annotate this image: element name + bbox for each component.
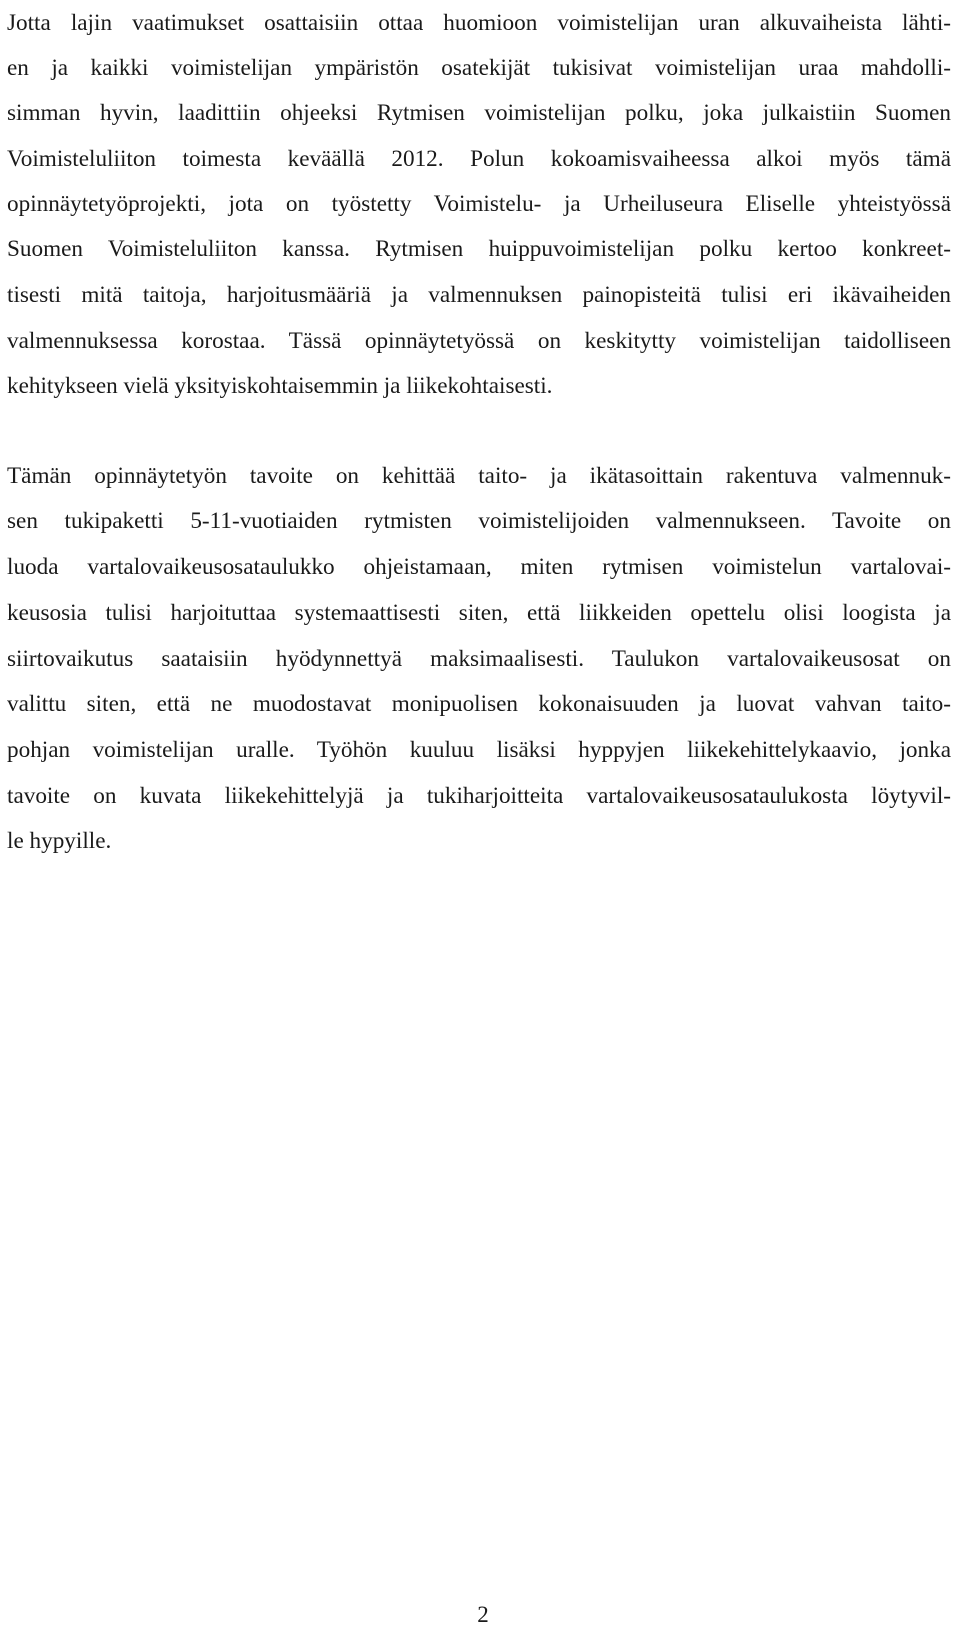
paragraph-line: opinnäytetyöprojekti, jota on työstetty Voimistelu- ja Urheiluseura Eliselle yhteistyössä [7,191,951,217]
paragraph-line: luoda vartalovaikeusosataulukko ohjeistamaan, miten rytmisen voimistelun vartalovai- [7,554,951,580]
paragraph-line: sen tukipaketti 5-11-vuotiaiden rytmisten voimistelijoiden valmennukseen. Tavoite on [7,508,951,534]
paragraph-line: tisesti mitä taitoja, harjoitusmääriä ja valmennuksen painopisteitä tulisi eri ikävaiheiden [7,282,951,308]
paragraph-line: siirtovaikutus saataisiin hyödynnettyä maksimaalisesti. Taulukon vartalovaikeusosat on [7,646,951,672]
paragraph-line: en ja kaikki voimistelijan ympäristön osatekijät tukisivat voimistelijan uraa mahdolli- [7,55,951,81]
paragraph-line: valittu siten, että ne muodostavat monipuolisen kokonaisuuden ja luovat vahvan taito- [7,691,951,717]
paragraph-line: le hypyille. [7,828,112,854]
paragraph-line: Jotta lajin vaatimukset osattaisiin ottaa huomioon voimistelijan uran alkuvaiheista lähti- [7,10,951,36]
paragraph-line: pohjan voimistelijan uralle. Työhön kuuluu lisäksi hyppyjen liikekehittelykaavio, jonka [7,737,951,763]
paragraph-line: kehitykseen vielä yksityiskohtaisemmin ja liikekohtaisesti. [7,373,553,399]
paragraph-line: tavoite on kuvata liikekehittelyjä ja tukiharjoitteita vartalovaikeusosataulukosta löytyvil- [7,783,951,809]
paragraph-line: valmennuksessa korostaa. Tässä opinnäytetyössä on keskitytty voimistelijan taidolliseen [7,328,951,354]
paragraph-line: Voimisteluliiton toimesta keväällä 2012. Polun kokoamisvaiheessa alkoi myös tämä [7,146,951,172]
paragraph-line: keusosia tulisi harjoituttaa systemaattisesti siten, että liikkeiden opettelu olisi loogista ja [7,600,951,626]
paragraph-line: Tämän opinnäytetyön tavoite on kehittää taito- ja ikätasoittain rakentuva valmennuk- [7,463,951,489]
paragraph-line: simman hyvin, laadittiin ohjeeksi Rytmisen voimistelijan polku, joka julkaistiin Suomen [7,100,951,126]
page-number: 2 [477,1602,489,1627]
paragraph-line: Suomen Voimisteluliiton kanssa. Rytmisen huippuvoimistelijan polku kertoo konkreet- [7,236,951,262]
